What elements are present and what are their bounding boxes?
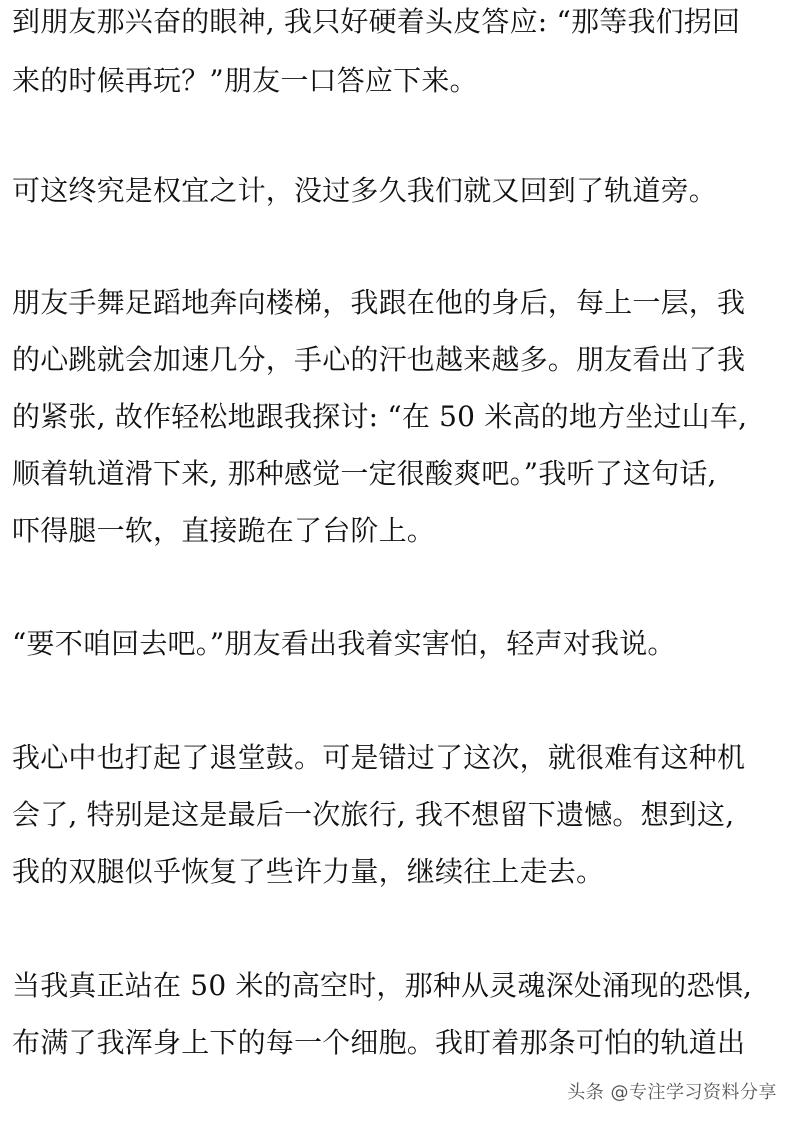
- paragraph-5-line-1: 我心中也打起了退堂鼓。可是错过了这次，就很难有这种机: [12, 741, 746, 774]
- paragraph-4-line-1: “要不咱回去吧。”朋友看出我着实害怕，轻声对我说。: [12, 627, 676, 660]
- paragraph-1-line-1: 到朋友那兴奋的眼神, 我只好硬着头皮答应: “那等我们拐回: [12, 5, 741, 38]
- paragraph-6-line-2: 布满了我浑身上下的每一个细胞。我盯着那条可怕的轨道出: [12, 1026, 746, 1059]
- paragraph-3-line-4: 顺着轨道滑下来, 那种感觉一定很酸爽吧。”我听了这句话,: [12, 457, 717, 490]
- source-watermark: 头条 @专注学习资料分享: [567, 1082, 777, 1103]
- paragraph-6-line-1: 当我真正站在 50 米的高空时，那种从灵魂深处涌现的恐惧,: [12, 969, 753, 1002]
- paragraph-2-line-1: 可这终究是权宜之计，没过多久我们就又回到了轨道旁。: [12, 174, 718, 207]
- paragraph-5-line-2: 会了, 特别是这是最后一次旅行, 我不想留下遗憾。想到这,: [12, 798, 735, 831]
- paragraph-3-line-3: 的紧张, 故作轻松地跟我探讨: “在 50 米高的地方坐过山车,: [12, 400, 748, 433]
- paragraph-3-line-1: 朋友手舞足蹈地奔向楼梯，我跟在他的身后，每上一层，我: [12, 286, 746, 319]
- paragraph-3-line-5: 吓得腿一软，直接跪在了台阶上。: [12, 514, 436, 547]
- paragraph-3-line-2: 的心跳就会加速几分，手心的汗也越来越多。朋友看出了我: [12, 343, 746, 376]
- paragraph-5-line-3: 我的双腿似乎恢复了些许力量，继续往上走去。: [12, 855, 605, 888]
- paragraph-1-line-2: 来的时候再玩？”朋友一口答应下来。: [12, 64, 478, 97]
